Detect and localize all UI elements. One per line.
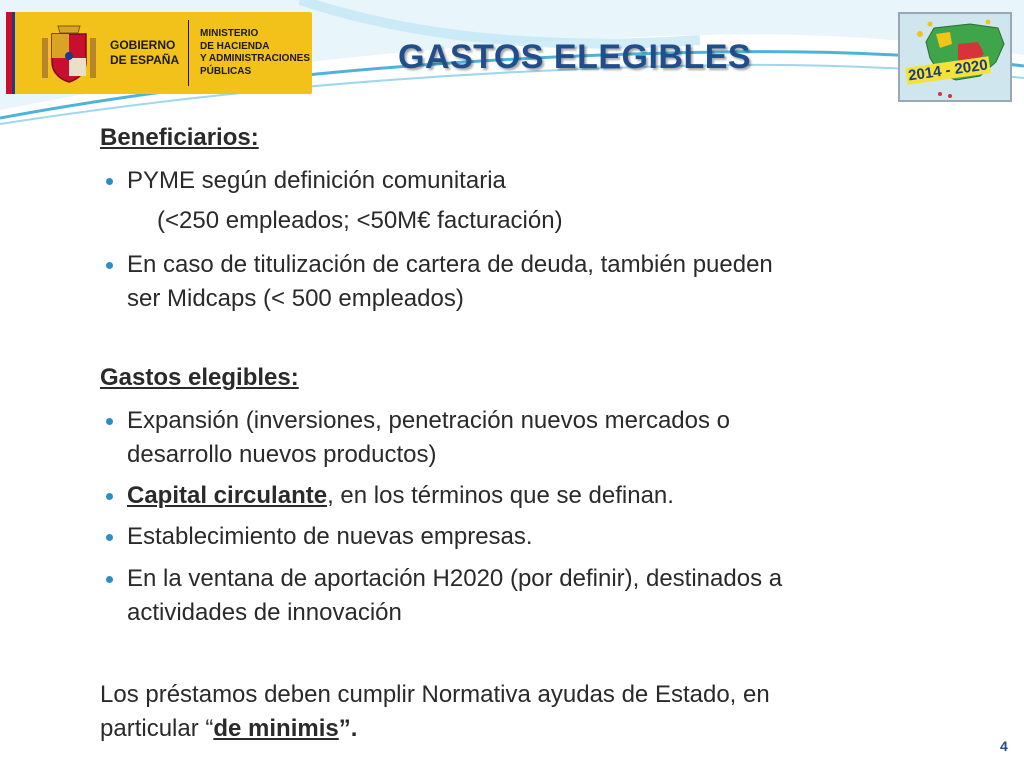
beneficiarios-heading: Beneficiarios: xyxy=(100,124,259,151)
bullet-icon xyxy=(106,534,113,541)
capital-circulante-emphasis: Capital circulante xyxy=(127,482,328,509)
programme-period-label: 2014 - 2020 xyxy=(907,56,989,85)
gasto-item-2-rest: , en los términos que se definan. xyxy=(327,482,674,509)
gasto-item-4-line1: En la ventana de aportación H2020 (por definir), destinados a xyxy=(127,565,783,592)
ministry-line2: DE HACIENDA xyxy=(200,40,270,52)
beneficiario-item-2-line2: ser Midcaps (< 500 empleados) xyxy=(127,285,464,312)
ministry-line1: MINISTERIO xyxy=(200,28,259,39)
bullet-icon xyxy=(106,576,113,583)
beneficiario-item-1-detail: (<250 empleados; <50M€ facturación) xyxy=(157,207,563,234)
de-minimis-emphasis: de minimis xyxy=(213,715,339,742)
bullet-icon xyxy=(106,418,113,425)
gov-name-line2: DE ESPAÑA xyxy=(110,53,180,67)
gasto-item-1-line1: Expansión (inversiones, penetración nuevos mercados o xyxy=(127,407,731,434)
footer-note-suffix: ”. xyxy=(338,715,358,742)
ministry-line3: Y ADMINISTRACIONES xyxy=(200,53,311,64)
footer-note-prefix: particular “ xyxy=(100,715,214,742)
footer-note-line1: Los préstamos deben cumplir Normativa ayudas de Estado, en xyxy=(100,681,770,708)
gastos-heading: Gastos elegibles: xyxy=(100,364,299,391)
gasto-item-4-line2: actividades de innovación xyxy=(127,599,402,626)
gasto-item-3: Establecimiento de nuevas empresas. xyxy=(127,523,533,550)
beneficiario-item-2-line1: En caso de titulización de cartera de deuda, también pueden xyxy=(127,251,773,278)
bullet-icon xyxy=(106,178,113,185)
gasto-item-2 xyxy=(127,479,674,513)
page-number: 4 xyxy=(1000,738,1008,754)
page-title: GASTOS ELEGIBLES xyxy=(398,38,752,76)
bullet-icon xyxy=(106,262,113,269)
ministry-line4: PÚBLICAS xyxy=(200,65,252,77)
bullet-icon xyxy=(106,493,113,500)
footer-note-line2 xyxy=(100,712,357,746)
gov-name-line1: GOBIERNO xyxy=(110,38,176,52)
gasto-item-1-line2: desarrollo nuevos productos) xyxy=(127,441,437,468)
beneficiario-item-1: PYME según definición comunitaria xyxy=(127,167,506,194)
